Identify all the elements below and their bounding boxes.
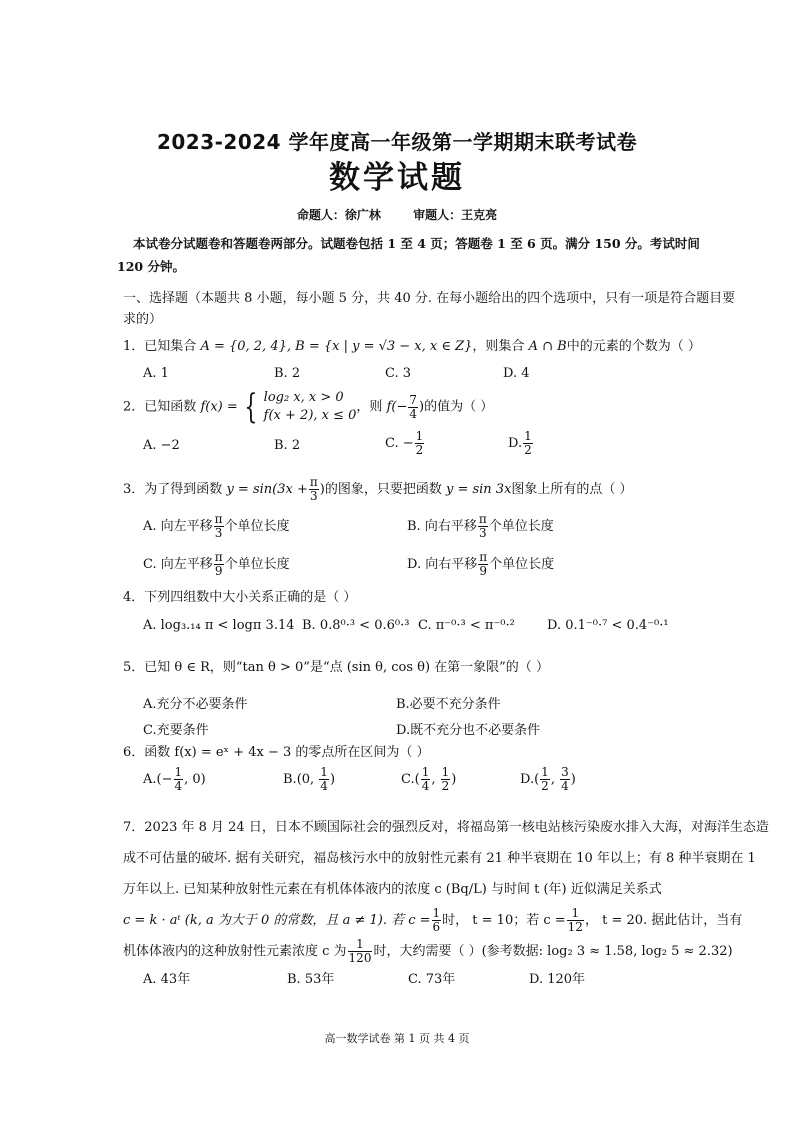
- denominator: 3: [214, 526, 223, 540]
- q7-line-1-text: 2023 年 8 月 24 日，日本不顾国际社会的强烈反对，将福岛第一核电站核污染废水排入大海，对海洋生态造: [144, 820, 769, 835]
- denominator: 9: [479, 564, 487, 578]
- denominator: 2: [524, 443, 532, 457]
- q2-option-c: [385, 430, 425, 457]
- q6-option-c: [401, 766, 456, 793]
- q3-option-d: [407, 551, 554, 578]
- numerator: π: [214, 512, 223, 526]
- denominator: 6: [432, 920, 441, 934]
- q6-option-b-mid: ): [329, 772, 336, 787]
- q1-option-a: A. 1: [143, 366, 169, 381]
- q1-option-d: D. 4: [503, 366, 530, 381]
- question-number: 1．: [123, 339, 145, 354]
- fraction: [309, 476, 319, 503]
- q7-line-5a: 机体体液内的这种放射性元素浓度 c 为: [123, 944, 347, 959]
- question-number: 5．: [123, 660, 145, 675]
- denominator: 9: [214, 564, 223, 578]
- numerator: π: [309, 475, 318, 489]
- fraction: [540, 766, 550, 793]
- exam-subject-title: 数学试题: [329, 160, 465, 196]
- fraction: [523, 430, 533, 457]
- q7-line-4a: c = k · aᵗ (k, a 为大于 0 的常数，且 a ≠ 1). 若 c =: [123, 913, 431, 928]
- q2-fpost: ): [419, 399, 425, 415]
- q2-fpre: f(−: [386, 399, 408, 415]
- numerator: 1: [348, 938, 373, 952]
- q3-option-a-label: A. 向左平移: [143, 519, 213, 534]
- question-2: [123, 389, 493, 425]
- q2-mid: ，则: [356, 399, 383, 415]
- q1-option-b: B. 2: [274, 366, 301, 381]
- fraction: [319, 766, 329, 793]
- q7-line-4b: 时， t = 10；若 c =: [442, 913, 566, 928]
- q3-option-a-tail: 个单位长度: [224, 519, 290, 534]
- instructions-line-2: 120 分钟。: [117, 259, 185, 274]
- numerator: π: [479, 550, 488, 564]
- q1-option-c: C. 3: [385, 366, 412, 381]
- denominator: 4: [421, 779, 430, 793]
- q6-option-a-mid: , 0): [184, 772, 206, 787]
- question-3: [123, 476, 633, 503]
- setter-name: 命题人：徐广林: [296, 208, 381, 222]
- q5-option-c: C.充要条件: [143, 723, 209, 738]
- question-number: 6．: [123, 745, 145, 760]
- q7-line-4c: ， t = 20. 据此估计，当有: [584, 913, 743, 928]
- piecewise-case-2: f(x + 2), x ≤ 0: [263, 408, 357, 423]
- instructions-line-1: 本试卷分试题卷和答题卷两部分。试题卷包括 1 至 4 页；答题卷 1 至 6 页。满分 150 分。考试时间: [133, 236, 700, 251]
- numerator: 1: [174, 765, 183, 779]
- q6-option-d-label: D.: [520, 772, 535, 787]
- q7-option-d: D. 120年: [529, 972, 586, 987]
- q5-option-d: D.既不充分也不必要条件: [396, 723, 541, 738]
- question-6: [123, 741, 430, 760]
- q7-option-c: C. 73年: [408, 972, 456, 987]
- numerator: 1: [441, 765, 450, 779]
- q1-pre: 已知集合: [144, 339, 197, 354]
- question-number: 3．: [123, 482, 145, 497]
- q5-option-a: A.充分不必要条件: [143, 697, 248, 712]
- fraction: [174, 766, 184, 793]
- q3-post: 图象上所有的点（ ）: [511, 482, 633, 497]
- q6-option-d-end: ): [570, 772, 576, 787]
- q3-option-a: [143, 513, 290, 540]
- q6-option-b-label: B.: [283, 772, 297, 787]
- fraction: [478, 513, 488, 540]
- fraction: [421, 766, 431, 793]
- q3-option-c-tail: 个单位长度: [224, 557, 290, 572]
- numerator: 1: [421, 765, 430, 779]
- numerator: 1: [415, 429, 424, 443]
- denominator: 12: [567, 920, 583, 934]
- denominator: 4: [409, 406, 417, 421]
- fraction: [478, 551, 488, 578]
- q2-option-d-label: D.: [508, 436, 523, 451]
- q6-option-d-mid: ,: [550, 772, 560, 787]
- denominator: 2: [441, 779, 450, 793]
- page-footer: 高一数学试卷 第 1 页 共 4 页: [324, 1032, 470, 1045]
- reviewer-name: 审题人：王克亮: [413, 208, 498, 222]
- q2-option-a: A. −2: [143, 438, 180, 453]
- denominator: 3: [478, 526, 487, 540]
- q6-option-d-pre: (: [534, 772, 540, 787]
- numerator: 1: [541, 765, 549, 779]
- q2-option-c-label: C. −: [385, 436, 414, 451]
- q5-option-b: B.必要不充分条件: [396, 697, 501, 712]
- fraction: [348, 938, 373, 965]
- q2-fx: f(x) =: [200, 399, 238, 415]
- piecewise-brace: {: [244, 387, 258, 427]
- q6-text: 函数 f(x) = eˣ + 4x − 3 的零点所在区间为（ ）: [144, 745, 430, 760]
- denominator: 2: [541, 779, 549, 793]
- exam-title: 2023-2024 学年度高一年级第一学期期末联考试卷: [156, 130, 638, 154]
- fraction: [560, 766, 570, 793]
- fraction: [415, 430, 425, 457]
- exam-instructions: [117, 232, 785, 278]
- q4-option-a: A. log₃.₁₄ π < logπ 3.14: [143, 618, 295, 633]
- q7-line-5: [123, 936, 783, 967]
- q6-option-a-pre: (−: [156, 772, 173, 787]
- denominator: 4: [320, 779, 328, 793]
- q7-line-4: [123, 905, 783, 936]
- denominator: 2: [415, 443, 424, 457]
- q2-pre: 已知函数: [144, 399, 197, 415]
- q6-option-c-mid: ,: [431, 772, 440, 787]
- fraction: [441, 766, 451, 793]
- question-number: 7．: [123, 820, 145, 835]
- q4-option-c: C. π⁻⁰·³ < π⁻⁰·²: [418, 618, 515, 633]
- section-heading: [123, 288, 783, 330]
- q3-option-b-tail: 个单位长度: [488, 519, 554, 534]
- q3-option-c-label: C. 向左平移: [143, 557, 213, 572]
- q4-option-b: B. 0.8⁰·³ < 0.6⁰·³: [302, 618, 410, 633]
- q1-post: 中的元素的个数为（ ）: [566, 339, 701, 354]
- q3-option-b-label: B. 向右平移: [407, 519, 477, 534]
- q7-line-2: 成不可估量的破坏. 据有关研究，福岛核污水中的放射性元素有 21 种半衰期在 10 年以上；有 8 种半衰期在 1: [123, 851, 756, 866]
- numerator: 1: [432, 906, 441, 920]
- authors-line: [0, 206, 794, 223]
- numerator: π: [214, 550, 223, 564]
- denominator: 120: [348, 951, 372, 965]
- q6-option-b-pre: (0,: [296, 772, 319, 787]
- q6-option-c-end: ): [451, 772, 457, 787]
- question-number: 2．: [123, 399, 145, 415]
- q3-func-post: ): [319, 482, 325, 497]
- numerator: 3: [561, 765, 569, 779]
- q1-sets: A = {0, 2, 4}, B = {x | y = √3 − x, x ∈ Z}: [200, 339, 473, 354]
- q2-option-d: [508, 430, 534, 457]
- piecewise-cases: [264, 389, 357, 425]
- question-1: [123, 335, 701, 354]
- q3-option-c: [143, 551, 290, 578]
- q3-func: y = sin(3x +: [226, 482, 308, 497]
- q3-option-d-tail: 个单位长度: [489, 557, 555, 572]
- q2-post: 的值为（ ）: [424, 399, 494, 415]
- fraction: [214, 551, 224, 578]
- denominator: 3: [309, 489, 318, 503]
- q7-option-b: B. 53年: [287, 972, 335, 987]
- q7-line-3: 万年以上. 已知某种放射性元素在有机体体液内的浓度 c (Bq/L) 与时间 t (年) 近似满足关系式: [123, 882, 662, 897]
- q3-pre: 为了得到函数: [144, 482, 223, 497]
- denominator: 4: [174, 779, 183, 793]
- fraction: [567, 907, 584, 934]
- q6-option-c-label: C.: [401, 772, 415, 787]
- numerator: 1: [524, 429, 532, 443]
- fraction: [408, 394, 418, 421]
- question-7: [123, 812, 783, 967]
- denominator: 4: [561, 779, 569, 793]
- numerator: π: [478, 512, 487, 526]
- numerator: 1: [567, 907, 584, 921]
- q6-option-a-label: A.: [143, 772, 157, 787]
- piecewise-case-1: log₂ x, x > 0: [263, 390, 344, 405]
- fraction: [432, 907, 442, 934]
- q1-intersection: A ∩ B: [528, 339, 567, 354]
- q6-option-d: [520, 766, 576, 793]
- q2-option-b: B. 2: [274, 438, 301, 453]
- q7-line-5b: 时，大约需要（ ）(参考数据: log₂ 3 ≈ 1.58, log₂ 5 ≈ 2.32): [373, 944, 733, 959]
- q6-option-b: [283, 766, 335, 793]
- q3-option-b: [407, 513, 554, 540]
- q1-mid: ，则集合: [472, 339, 525, 354]
- q5-text: 已知 θ ∈ R，则“tan θ > 0”是“点 (sin θ, cos θ) 在第一象限”的（ ）: [144, 660, 549, 675]
- fraction: [214, 513, 224, 540]
- q4-text: 下列四组数中大小关系正确的是（ ）: [144, 590, 357, 605]
- q3-func2: y = sin 3x: [445, 482, 512, 497]
- numerator: 1: [320, 765, 328, 779]
- q3-option-d-label: D. 向右平移: [407, 557, 478, 572]
- q7-line-1: [123, 812, 783, 843]
- section-line-2: 求的）: [123, 312, 163, 327]
- q4-option-d: D. 0.1⁻⁰·⁷ < 0.4⁻⁰·¹: [547, 618, 669, 633]
- question-5: [123, 656, 549, 675]
- q6-option-c-pre: (: [414, 772, 420, 787]
- q3-mid: 的图象，只要把函数: [324, 482, 442, 497]
- question-number: 4．: [123, 590, 145, 605]
- question-4: [123, 586, 356, 605]
- q6-option-a: [143, 766, 206, 793]
- numerator: 7: [409, 392, 417, 407]
- section-line-1: 一、选择题（本题共 8 小题，每小题 5 分，共 40 分. 在每小题给出的四个选项中，只有一项是符合题目要: [123, 291, 736, 306]
- q7-option-a: A. 43年: [143, 972, 191, 987]
